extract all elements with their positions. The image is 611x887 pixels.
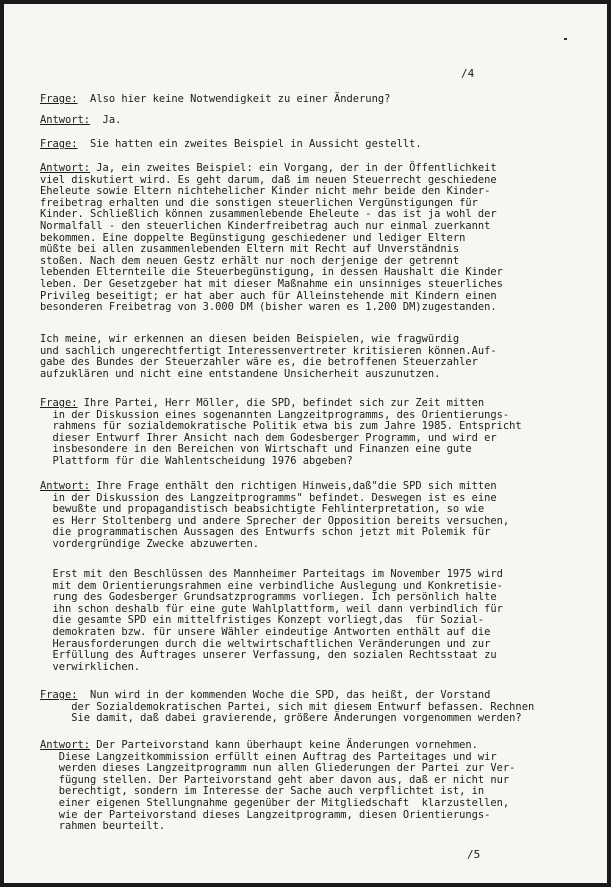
question-block [40,94,590,106]
text-line: Normalfall - den steuerlichen Kinderfreibetrag auch nur einmal zuerkannt [40,219,491,232]
answer-block [40,740,590,833]
text-line: freibetrag erhalten und die sonstigen steuerlichen Vergünstigungen für [40,196,478,209]
paragraph-block [40,334,590,380]
text-line: leben. Der Gesetzgeber hat mit dieser Maßnahme ein unsinniges steuerliches [40,277,503,290]
block-label: Frage: [40,397,78,409]
text-line: rung des Godesberger Grundsatzprogramms vorliegen. Ich persönlich halte [40,591,497,604]
text-line: rahmen beurteilt. [40,820,166,833]
text-line: es Herr Stoltenberg und andere Sprecher der Opposition bereits versuchen, [40,514,510,527]
document-page [4,4,607,883]
text-line: vordergründige Zwecke abzuwerten. [40,537,259,550]
text-line: Ihre Frage enthält den richtigen Hinweis,daß"die SPD sich mitten [90,480,497,492]
answer-block [40,481,590,551]
text-line: die gesamte SPD ein mittelfristiges Konzept vorliegt,das für Sozial- [40,614,485,627]
block-label: Frage: [40,689,78,701]
text-line: bekommen. Eine doppelte Begünstigung geschiedener und lediger Eltern [40,231,466,244]
text-line: Plattform für die Wahlentscheidung 1976 abgeben? [40,454,353,467]
page-number-bottom: /5 [467,848,481,861]
text-line: gabe des Bundes der Steuerzahler wäre es, die betroffenen Steuerzahler [40,356,478,369]
text-line: Ja, ein zweites Beispiel: ein Vorgang, der in der Öffentlichkeit [90,162,497,174]
text-line: und sachlich ungerechtfertigt Interessenvertreter kritisieren können.Auf- [40,344,497,357]
text-line: Herausforderungen durch die weltwirtschaftlichen Veränderungen und zur [40,637,491,650]
question-block [40,690,590,725]
text-line: Sie damit, daß dabei gravierende, größere Änderungen vorgenommen werden? [40,712,522,725]
text-line: rahmens für sozialdemokratische Politik etwa bis zum Jahre 1985. Entspricht [40,420,522,433]
text-line: berechtigt, sondern im Interesse der Sache auch verpflichtet ist, in [40,785,485,798]
text-line: dieser Entwurf Ihrer Ansicht nach dem Godesberger Programm, und wird er [40,431,497,444]
text-line: aufzuklären und nicht eine entstandene Unsicherheit auszunutzen. [40,367,441,380]
block-label: Antwort: [40,162,91,174]
block-label: Frage: [40,93,78,105]
page-number-top: /4 [461,67,475,80]
text-line: viel diskutiert wird. Es geht darum, daß im neuen Steuerrecht geschiedene [40,173,497,186]
text-line: Ich meine, wir erkennen an diesen beiden Beispielen, wie fragwürdig [40,333,460,345]
paragraph-block [40,569,590,673]
question-block [40,139,590,151]
text-line: Ihre Partei, Herr Möller, die SPD, befindet sich zur Zeit mitten [77,397,485,409]
text-line: müßte bei allen zusammenlebenden Eltern mit Recht auf Unverständnis [40,243,460,256]
answer-block [40,163,590,314]
text-line: besonderen Freibetrag von 3.000 DM (bisher waren es 1.200 DM)zugestanden. [40,301,497,314]
text-line: in der Diskussion eines sogenannten Langzeitprogramms, des Orientierungs- [40,408,510,421]
text-line: Kinder. Schließlich können zusammenlebende Eheleute - das ist ja wohl der [40,208,497,221]
text-line: lebenden Elternteile die Steuerbegünstigung, in dessen Haushalt die Kinder [40,266,503,279]
text-line: stoßen. Nach dem neuen Gestz erhält nur noch derjenige der getrennt [40,254,460,267]
block-label: Antwort: [40,480,91,492]
text-line: in der Diskussion des Langzeitprogramms" befindet. Deswegen ist es eine [40,491,497,504]
text-line: ihn schon deshalb für eine gute Wahlplattform, weil dann verbindlich für [40,602,503,615]
text-line: Erfüllung des Auftrages unserer Verfassung, den sozialen Rechtsstaat zu [40,649,497,662]
text-line: bewußte und propagandistisch beabsichtigte Fehlinterpretation, so wie [40,503,485,516]
text-line: Sie hatten ein zweites Beispiel in Aussicht gestellt. [77,138,422,150]
text-line: Erst mit den Beschlüssen des Mannheimer Parteitags im November 1975 wird [40,568,503,580]
text-line: die programmatischen Aussagen des Entwurfs schon jetzt mit Polemik für [40,526,491,539]
block-label: Antwort: [40,739,91,751]
text-line: verwirklichen. [40,660,141,673]
text-line: Nun wird in der kommenden Woche die SPD, das heißt, der Vorstand [77,689,491,701]
text-line: insbesondere in den Bereichen von Wirtschaft und Finanzen eine gute [40,443,472,456]
answer-block [40,115,590,127]
text-line: einer eigenen Stellungnahme gegenüber der Mitgliedschaft klarzustellen, [40,796,510,809]
block-label: Antwort: [40,114,91,126]
text-line: fügung stellen. Der Parteivorstand geht aber davon aus, daß er nicht nur [40,773,510,786]
scan-speck [564,38,567,40]
text-line: Also hier keine Notwendigkeit zu einer Änderung? [77,93,391,105]
block-label: Frage: [40,138,78,150]
text-line: Diese Langzeitkommission erfüllt einen Auftrag des Parteitages und wir [40,750,497,763]
text-line: wie der Parteivorstand dieses Langzeitprogramm, diesen Orientierungs- [40,808,491,821]
text-line: Privileg beseitigt; er hat aber auch für Alleinstehende mit Kindern einen [40,289,497,302]
text-line: demokraten bzw. für unsere Wähler eindeutige Antworten enthält auf die [40,625,491,638]
text-line: der Sozialdemokratischen Partei, sich mit diesem Entwurf befassen. Rechnen [40,700,535,713]
text-line: werden dieses Langzeitprogramm nun allen Gliederungen der Partei zur Ver- [40,762,516,775]
text-line: Eheleute sowie Eltern nichtehelicher Kinder nicht mehr beide den Kinder- [40,185,491,198]
text-line: Ja. [90,114,122,126]
question-block [40,398,590,468]
text-line: Der Parteivorstand kann überhaupt keine Änderungen vornehmen. [90,739,478,751]
text-line: mit dem Orientierungsrahmen eine verbindliche Auslegung und Konkretisie- [40,579,503,592]
